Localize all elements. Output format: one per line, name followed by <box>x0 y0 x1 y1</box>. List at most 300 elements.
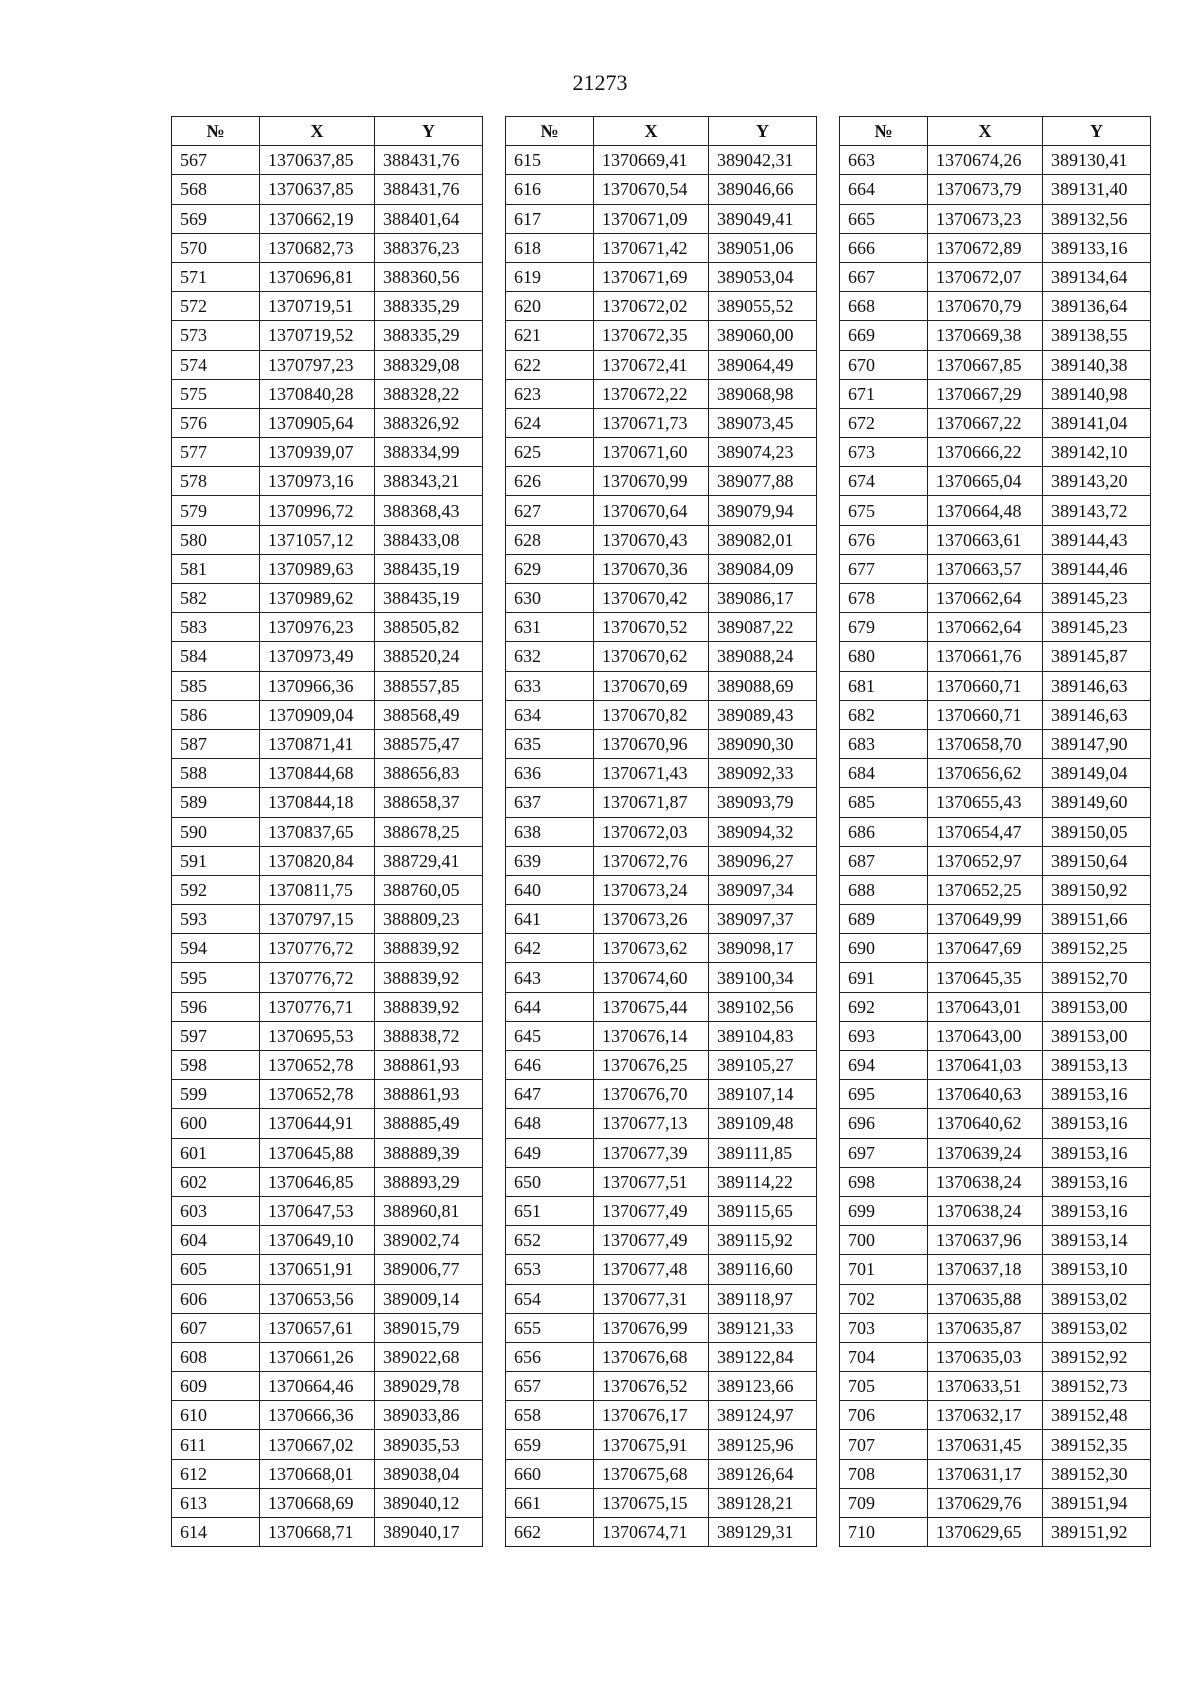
table-row <box>506 700 817 729</box>
y-coordinate-cell: 389129,31 <box>709 1518 817 1547</box>
table-row <box>172 1051 483 1080</box>
point-number-cell: 606 <box>172 1284 260 1313</box>
table-row <box>172 729 483 758</box>
point-number-cell: 583 <box>172 613 260 642</box>
table-row <box>506 584 817 613</box>
point-number-cell: 587 <box>172 729 260 758</box>
x-coordinate-cell: 1370989,63 <box>260 554 375 583</box>
table-row <box>506 1488 817 1517</box>
table-row <box>506 292 817 321</box>
point-number-cell: 603 <box>172 1196 260 1225</box>
x-coordinate-cell: 1370661,76 <box>928 642 1043 671</box>
point-number-cell: 696 <box>840 1109 928 1138</box>
y-coordinate-cell: 389132,56 <box>1043 204 1151 233</box>
point-number-cell: 680 <box>840 642 928 671</box>
y-coordinate-cell: 389152,92 <box>1043 1342 1151 1371</box>
y-coordinate-cell: 389153,00 <box>1043 992 1151 1021</box>
y-coordinate-cell: 388861,93 <box>375 1080 483 1109</box>
x-coordinate-cell: 1370673,62 <box>594 934 709 963</box>
table-row <box>840 1313 1151 1342</box>
y-coordinate-cell: 388335,29 <box>375 292 483 321</box>
point-number-cell: 672 <box>840 408 928 437</box>
point-number-cell: 676 <box>840 525 928 554</box>
y-coordinate-cell: 389138,55 <box>1043 321 1151 350</box>
x-coordinate-cell: 1370664,48 <box>928 496 1043 525</box>
table-row <box>506 262 817 291</box>
x-coordinate-cell: 1370672,76 <box>594 846 709 875</box>
y-coordinate-cell: 389086,17 <box>709 584 817 613</box>
table-row <box>172 1255 483 1284</box>
table-row <box>506 817 817 846</box>
table-row <box>172 496 483 525</box>
x-coordinate-cell: 1370647,53 <box>260 1196 375 1225</box>
point-number-cell: 658 <box>506 1401 594 1430</box>
point-number-cell: 626 <box>506 467 594 496</box>
y-coordinate-cell: 389133,16 <box>1043 233 1151 262</box>
table-header-row <box>840 117 1151 146</box>
table-row <box>840 175 1151 204</box>
x-coordinate-cell: 1370671,60 <box>594 438 709 467</box>
x-coordinate-cell: 1370637,18 <box>928 1255 1043 1284</box>
point-number-cell: 707 <box>840 1430 928 1459</box>
point-number-cell: 580 <box>172 525 260 554</box>
x-coordinate-cell: 1370820,84 <box>260 846 375 875</box>
x-coordinate-cell: 1370672,07 <box>928 262 1043 291</box>
point-number-cell: 609 <box>172 1372 260 1401</box>
x-coordinate-cell: 1370676,14 <box>594 1021 709 1050</box>
x-coordinate-cell: 1370973,16 <box>260 467 375 496</box>
x-coordinate-cell: 1370976,23 <box>260 613 375 642</box>
y-coordinate-cell: 389084,09 <box>709 554 817 583</box>
y-coordinate-cell: 388431,76 <box>375 146 483 175</box>
x-coordinate-cell: 1370672,35 <box>594 321 709 350</box>
coordinates-table-2 <box>505 116 817 1547</box>
x-coordinate-cell: 1370677,31 <box>594 1284 709 1313</box>
x-coordinate-cell: 1370671,87 <box>594 788 709 817</box>
table-row <box>506 1459 817 1488</box>
x-coordinate-cell: 1370672,02 <box>594 292 709 321</box>
y-coordinate-cell: 389151,66 <box>1043 905 1151 934</box>
table-row <box>506 204 817 233</box>
x-coordinate-cell: 1370667,02 <box>260 1430 375 1459</box>
y-coordinate-cell: 388838,72 <box>375 1021 483 1050</box>
y-coordinate-cell: 389009,14 <box>375 1284 483 1313</box>
table-row <box>172 788 483 817</box>
x-coordinate-cell: 1370672,03 <box>594 817 709 846</box>
table-row <box>840 408 1151 437</box>
y-coordinate-cell: 388329,08 <box>375 350 483 379</box>
x-coordinate-cell: 1370647,69 <box>928 934 1043 963</box>
x-coordinate-cell: 1370665,04 <box>928 467 1043 496</box>
x-coordinate-cell: 1370811,75 <box>260 875 375 904</box>
y-coordinate-cell: 388401,64 <box>375 204 483 233</box>
y-coordinate-cell: 389140,38 <box>1043 350 1151 379</box>
y-coordinate-cell: 389073,45 <box>709 408 817 437</box>
x-coordinate-cell: 1370663,61 <box>928 525 1043 554</box>
point-number-cell: 705 <box>840 1372 928 1401</box>
point-number-cell: 666 <box>840 233 928 262</box>
x-coordinate-cell: 1370797,15 <box>260 905 375 934</box>
y-coordinate-cell: 388678,25 <box>375 817 483 846</box>
point-number-cell: 615 <box>506 146 594 175</box>
point-number-cell: 673 <box>840 438 928 467</box>
x-coordinate-cell: 1370675,44 <box>594 992 709 1021</box>
point-number-cell: 701 <box>840 1255 928 1284</box>
x-coordinate-cell: 1370640,63 <box>928 1080 1043 1109</box>
y-coordinate-cell: 389105,27 <box>709 1051 817 1080</box>
coordinates-table-1 <box>171 116 483 1547</box>
table-row <box>506 992 817 1021</box>
y-coordinate-cell: 389130,41 <box>1043 146 1151 175</box>
x-coordinate-cell: 1370649,99 <box>928 905 1043 934</box>
x-coordinate-cell: 1370676,25 <box>594 1051 709 1080</box>
y-coordinate-cell: 389131,40 <box>1043 175 1151 204</box>
point-number-cell: 638 <box>506 817 594 846</box>
point-number-cell: 581 <box>172 554 260 583</box>
x-coordinate-cell: 1370644,91 <box>260 1109 375 1138</box>
x-coordinate-cell: 1370629,76 <box>928 1488 1043 1517</box>
x-coordinate-cell: 1370871,41 <box>260 729 375 758</box>
table-row <box>506 496 817 525</box>
point-number-cell: 671 <box>840 379 928 408</box>
y-coordinate-cell: 389153,02 <box>1043 1313 1151 1342</box>
point-number-cell: 669 <box>840 321 928 350</box>
point-number-cell: 641 <box>506 905 594 934</box>
table-row <box>172 204 483 233</box>
point-number-cell: 695 <box>840 1080 928 1109</box>
table-row <box>506 729 817 758</box>
table-row <box>506 905 817 934</box>
y-coordinate-cell: 389089,43 <box>709 700 817 729</box>
x-coordinate-cell: 1370637,85 <box>260 146 375 175</box>
x-coordinate-cell: 1370670,42 <box>594 584 709 613</box>
x-coordinate-cell: 1370677,49 <box>594 1226 709 1255</box>
point-number-cell: 661 <box>506 1488 594 1517</box>
table-row <box>506 408 817 437</box>
y-coordinate-cell: 388809,23 <box>375 905 483 934</box>
y-coordinate-cell: 389152,48 <box>1043 1401 1151 1430</box>
x-coordinate-cell: 1370670,52 <box>594 613 709 642</box>
x-coordinate-cell: 1370675,68 <box>594 1459 709 1488</box>
y-coordinate-cell: 389149,04 <box>1043 759 1151 788</box>
y-coordinate-cell: 389153,16 <box>1043 1109 1151 1138</box>
x-coordinate-cell: 1370670,64 <box>594 496 709 525</box>
x-coordinate-cell: 1370696,81 <box>260 262 375 291</box>
table-row <box>172 584 483 613</box>
point-number-cell: 575 <box>172 379 260 408</box>
point-number-cell: 605 <box>172 1255 260 1284</box>
y-coordinate-cell: 389152,73 <box>1043 1372 1151 1401</box>
point-number-cell: 589 <box>172 788 260 817</box>
x-coordinate-cell: 1370637,96 <box>928 1226 1043 1255</box>
point-number-cell: 582 <box>172 584 260 613</box>
table-row <box>172 613 483 642</box>
y-coordinate-cell: 388760,05 <box>375 875 483 904</box>
table-row <box>172 934 483 963</box>
x-coordinate-cell: 1370656,62 <box>928 759 1043 788</box>
point-number-cell: 662 <box>506 1518 594 1547</box>
x-coordinate-cell: 1370966,36 <box>260 671 375 700</box>
point-number-cell: 698 <box>840 1167 928 1196</box>
y-coordinate-cell: 389153,16 <box>1043 1167 1151 1196</box>
y-coordinate-cell: 389121,33 <box>709 1313 817 1342</box>
point-number-cell: 590 <box>172 817 260 846</box>
point-number-cell: 654 <box>506 1284 594 1313</box>
table-row <box>840 613 1151 642</box>
table-row <box>840 1255 1151 1284</box>
table-row <box>840 1167 1151 1196</box>
y-coordinate-cell: 389144,43 <box>1043 525 1151 554</box>
table-row <box>840 350 1151 379</box>
x-coordinate-cell: 1370671,73 <box>594 408 709 437</box>
table-row <box>506 875 817 904</box>
table-row <box>172 817 483 846</box>
x-coordinate-cell: 1370670,69 <box>594 671 709 700</box>
table-row <box>172 1372 483 1401</box>
y-coordinate-cell: 389029,78 <box>375 1372 483 1401</box>
x-coordinate-cell: 1370645,35 <box>928 963 1043 992</box>
point-number-cell: 627 <box>506 496 594 525</box>
y-coordinate-cell: 388575,47 <box>375 729 483 758</box>
x-coordinate-cell: 1370655,43 <box>928 788 1043 817</box>
y-coordinate-cell: 389153,13 <box>1043 1051 1151 1080</box>
point-number-cell: 591 <box>172 846 260 875</box>
x-coordinate-cell: 1370677,51 <box>594 1167 709 1196</box>
table-row <box>506 525 817 554</box>
y-coordinate-cell: 389090,30 <box>709 729 817 758</box>
y-coordinate-cell: 388568,49 <box>375 700 483 729</box>
y-coordinate-cell: 389049,41 <box>709 204 817 233</box>
table-row <box>172 438 483 467</box>
header-number: № <box>840 117 928 146</box>
y-coordinate-cell: 389134,64 <box>1043 262 1151 291</box>
table-row <box>506 963 817 992</box>
x-coordinate-cell: 1370635,88 <box>928 1284 1043 1313</box>
point-number-cell: 639 <box>506 846 594 875</box>
table-row <box>506 671 817 700</box>
x-coordinate-cell: 1370844,68 <box>260 759 375 788</box>
x-coordinate-cell: 1370667,29 <box>928 379 1043 408</box>
point-number-cell: 611 <box>172 1430 260 1459</box>
x-coordinate-cell: 1370668,01 <box>260 1459 375 1488</box>
x-coordinate-cell: 1370670,43 <box>594 525 709 554</box>
y-coordinate-cell: 388334,99 <box>375 438 483 467</box>
table-row <box>840 1196 1151 1225</box>
x-coordinate-cell: 1370660,71 <box>928 671 1043 700</box>
table-row <box>506 1051 817 1080</box>
x-coordinate-cell: 1370658,70 <box>928 729 1043 758</box>
x-coordinate-cell: 1370669,38 <box>928 321 1043 350</box>
y-coordinate-cell: 389040,12 <box>375 1488 483 1517</box>
x-coordinate-cell: 1370673,79 <box>928 175 1043 204</box>
table-row <box>840 204 1151 233</box>
table-row <box>172 379 483 408</box>
point-number-cell: 607 <box>172 1313 260 1342</box>
point-number-cell: 699 <box>840 1196 928 1225</box>
table-row <box>172 1080 483 1109</box>
table-row <box>506 1021 817 1050</box>
point-number-cell: 648 <box>506 1109 594 1138</box>
point-number-cell: 578 <box>172 467 260 496</box>
x-coordinate-cell: 1370646,85 <box>260 1167 375 1196</box>
y-coordinate-cell: 389115,65 <box>709 1196 817 1225</box>
y-coordinate-cell: 388360,56 <box>375 262 483 291</box>
x-coordinate-cell: 1370670,62 <box>594 642 709 671</box>
table-row <box>840 700 1151 729</box>
x-coordinate-cell: 1370677,13 <box>594 1109 709 1138</box>
table-row <box>840 934 1151 963</box>
x-coordinate-cell: 1370653,56 <box>260 1284 375 1313</box>
y-coordinate-cell: 389124,97 <box>709 1401 817 1430</box>
y-coordinate-cell: 389123,66 <box>709 1372 817 1401</box>
y-coordinate-cell: 388435,19 <box>375 554 483 583</box>
point-number-cell: 620 <box>506 292 594 321</box>
point-number-cell: 622 <box>506 350 594 379</box>
x-coordinate-cell: 1370677,49 <box>594 1196 709 1225</box>
point-number-cell: 628 <box>506 525 594 554</box>
x-coordinate-cell: 1370668,69 <box>260 1488 375 1517</box>
point-number-cell: 655 <box>506 1313 594 1342</box>
x-coordinate-cell: 1370657,61 <box>260 1313 375 1342</box>
y-coordinate-cell: 389152,35 <box>1043 1430 1151 1459</box>
y-coordinate-cell: 389079,94 <box>709 496 817 525</box>
x-coordinate-cell: 1370666,22 <box>928 438 1043 467</box>
point-number-cell: 685 <box>840 788 928 817</box>
table-row <box>506 613 817 642</box>
x-coordinate-cell: 1370676,52 <box>594 1372 709 1401</box>
point-number-cell: 681 <box>840 671 928 700</box>
x-coordinate-cell: 1370641,03 <box>928 1051 1043 1080</box>
x-coordinate-cell: 1370671,43 <box>594 759 709 788</box>
x-coordinate-cell: 1370635,03 <box>928 1342 1043 1371</box>
point-number-cell: 667 <box>840 262 928 291</box>
point-number-cell: 604 <box>172 1226 260 1255</box>
y-coordinate-cell: 389153,10 <box>1043 1255 1151 1284</box>
table-row <box>172 1430 483 1459</box>
y-coordinate-cell: 389033,86 <box>375 1401 483 1430</box>
x-coordinate-cell: 1370669,41 <box>594 146 709 175</box>
x-coordinate-cell: 1370637,85 <box>260 175 375 204</box>
y-coordinate-cell: 389055,52 <box>709 292 817 321</box>
table-row <box>172 1459 483 1488</box>
table-row <box>840 262 1151 291</box>
x-coordinate-cell: 1370840,28 <box>260 379 375 408</box>
table-row <box>172 525 483 554</box>
table-row <box>172 233 483 262</box>
table-row <box>840 905 1151 934</box>
point-number-cell: 584 <box>172 642 260 671</box>
x-coordinate-cell: 1370652,78 <box>260 1080 375 1109</box>
x-coordinate-cell: 1370651,91 <box>260 1255 375 1284</box>
x-coordinate-cell: 1370673,24 <box>594 875 709 904</box>
x-coordinate-cell: 1370677,48 <box>594 1255 709 1284</box>
point-number-cell: 569 <box>172 204 260 233</box>
point-number-cell: 674 <box>840 467 928 496</box>
x-coordinate-cell: 1370663,57 <box>928 554 1043 583</box>
point-number-cell: 568 <box>172 175 260 204</box>
table-row <box>506 554 817 583</box>
point-number-cell: 664 <box>840 175 928 204</box>
x-coordinate-cell: 1370662,64 <box>928 613 1043 642</box>
point-number-cell: 601 <box>172 1138 260 1167</box>
point-number-cell: 579 <box>172 496 260 525</box>
point-number-cell: 576 <box>172 408 260 437</box>
table-row <box>840 554 1151 583</box>
y-coordinate-cell: 389104,83 <box>709 1021 817 1050</box>
header-x: X <box>260 117 375 146</box>
table-row <box>172 1138 483 1167</box>
point-number-cell: 651 <box>506 1196 594 1225</box>
point-number-cell: 577 <box>172 438 260 467</box>
y-coordinate-cell: 389038,04 <box>375 1459 483 1488</box>
y-coordinate-cell: 389088,24 <box>709 642 817 671</box>
table-row <box>840 321 1151 350</box>
y-coordinate-cell: 388520,24 <box>375 642 483 671</box>
y-coordinate-cell: 389093,79 <box>709 788 817 817</box>
table-row <box>506 233 817 262</box>
y-coordinate-cell: 389074,23 <box>709 438 817 467</box>
header-y: Y <box>709 117 817 146</box>
x-coordinate-cell: 1370844,18 <box>260 788 375 817</box>
y-coordinate-cell: 388885,49 <box>375 1109 483 1138</box>
point-number-cell: 625 <box>506 438 594 467</box>
y-coordinate-cell: 389144,46 <box>1043 554 1151 583</box>
y-coordinate-cell: 389153,14 <box>1043 1226 1151 1255</box>
x-coordinate-cell: 1370645,88 <box>260 1138 375 1167</box>
table-row <box>172 1196 483 1225</box>
table-row <box>840 438 1151 467</box>
point-number-cell: 650 <box>506 1167 594 1196</box>
y-coordinate-cell: 388368,43 <box>375 496 483 525</box>
x-coordinate-cell: 1370673,26 <box>594 905 709 934</box>
coordinates-table-3 <box>839 116 1151 1547</box>
x-coordinate-cell: 1371057,12 <box>260 525 375 554</box>
point-number-cell: 588 <box>172 759 260 788</box>
x-coordinate-cell: 1370776,71 <box>260 992 375 1021</box>
x-coordinate-cell: 1370939,07 <box>260 438 375 467</box>
point-number-cell: 703 <box>840 1313 928 1342</box>
table-row <box>172 1109 483 1138</box>
table-row <box>506 1284 817 1313</box>
y-coordinate-cell: 388435,19 <box>375 584 483 613</box>
table-row <box>840 671 1151 700</box>
point-number-cell: 656 <box>506 1342 594 1371</box>
table-row <box>840 233 1151 262</box>
table-row <box>172 1401 483 1430</box>
y-coordinate-cell: 389145,87 <box>1043 642 1151 671</box>
y-coordinate-cell: 389122,84 <box>709 1342 817 1371</box>
y-coordinate-cell: 389153,16 <box>1043 1196 1151 1225</box>
y-coordinate-cell: 389053,04 <box>709 262 817 291</box>
point-number-cell: 709 <box>840 1488 928 1517</box>
y-coordinate-cell: 389136,64 <box>1043 292 1151 321</box>
table-row <box>506 1226 817 1255</box>
table-row <box>172 175 483 204</box>
table-row <box>506 934 817 963</box>
table-row <box>840 496 1151 525</box>
y-coordinate-cell: 388328,22 <box>375 379 483 408</box>
y-coordinate-cell: 389064,49 <box>709 350 817 379</box>
y-coordinate-cell: 388889,39 <box>375 1138 483 1167</box>
point-number-cell: 659 <box>506 1430 594 1459</box>
point-number-cell: 670 <box>840 350 928 379</box>
point-number-cell: 700 <box>840 1226 928 1255</box>
x-coordinate-cell: 1370667,22 <box>928 408 1043 437</box>
point-number-cell: 598 <box>172 1051 260 1080</box>
y-coordinate-cell: 389077,88 <box>709 467 817 496</box>
point-number-cell: 704 <box>840 1342 928 1371</box>
x-coordinate-cell: 1370776,72 <box>260 934 375 963</box>
